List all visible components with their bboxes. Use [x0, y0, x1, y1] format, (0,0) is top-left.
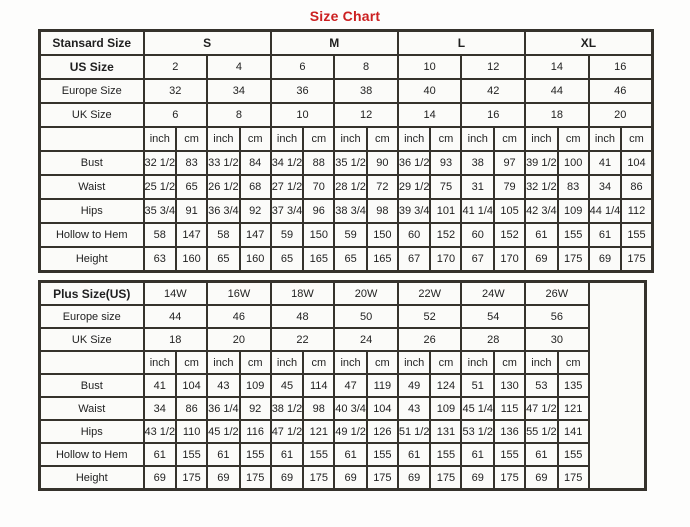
value-cell: 141 — [558, 420, 589, 443]
value-cell: 150 — [367, 223, 398, 247]
value-cell: 69 — [589, 247, 622, 272]
value-cell: 126 — [367, 420, 398, 443]
value-cell: 16 — [589, 55, 653, 79]
value-cell: 88 — [303, 151, 334, 175]
table-row — [40, 79, 653, 103]
value-cell: 69 — [461, 466, 494, 490]
value-cell: 26 1/2 — [207, 175, 240, 199]
value-cell: 91 — [176, 199, 207, 223]
table-row — [40, 151, 653, 175]
value-cell: 175 — [430, 466, 461, 490]
value-cell: inch — [398, 351, 431, 374]
value-cell: 160 — [240, 247, 271, 272]
row-label-cell: UK Size — [40, 328, 144, 351]
value-cell: 147 — [176, 223, 207, 247]
value-cell: 28 1/2 — [334, 175, 367, 199]
value-cell: 43 — [207, 374, 240, 397]
value-cell: 26W — [525, 282, 589, 306]
value-cell: cm — [430, 127, 461, 151]
value-cell: 105 — [494, 199, 525, 223]
value-cell: 37 3/4 — [271, 199, 304, 223]
value-cell: inch — [271, 127, 304, 151]
table-row — [40, 247, 653, 272]
value-cell: 131 — [430, 420, 461, 443]
value-cell: inch — [271, 351, 304, 374]
value-cell: 49 — [398, 374, 431, 397]
value-cell: 150 — [303, 223, 334, 247]
value-cell: 20 — [207, 328, 271, 351]
value-cell: 170 — [430, 247, 461, 272]
value-cell: 69 — [207, 466, 240, 490]
value-cell: 14W — [144, 282, 208, 306]
value-cell: 112 — [621, 199, 652, 223]
size-group-cell: XL — [525, 31, 652, 56]
value-cell: 155 — [430, 443, 461, 466]
value-cell: 93 — [430, 151, 461, 175]
value-cell: 32 — [144, 79, 208, 103]
value-cell: 61 — [525, 443, 558, 466]
value-cell: cm — [240, 351, 271, 374]
value-cell: 61 — [589, 223, 622, 247]
value-cell: 155 — [621, 223, 652, 247]
value-cell: 155 — [367, 443, 398, 466]
row-label-cell: Hips — [40, 199, 144, 223]
value-cell: 43 1/2 — [144, 420, 177, 443]
value-cell: 104 — [176, 374, 207, 397]
value-cell: 18 — [144, 328, 208, 351]
value-cell: 29 1/2 — [398, 175, 431, 199]
value-cell: 92 — [240, 199, 271, 223]
value-cell: 98 — [367, 199, 398, 223]
value-cell: 155 — [558, 443, 589, 466]
value-cell: 33 1/2 — [207, 151, 240, 175]
value-cell: 60 — [461, 223, 494, 247]
value-cell: 46 — [589, 79, 653, 103]
value-cell: 26 — [398, 328, 462, 351]
value-cell: 41 — [144, 374, 177, 397]
value-cell: 14 — [525, 55, 589, 79]
value-cell: 54 — [461, 305, 525, 328]
value-cell: cm — [494, 127, 525, 151]
value-cell: 39 3/4 — [398, 199, 431, 223]
value-cell: 104 — [621, 151, 652, 175]
plus-size-table — [38, 280, 647, 491]
value-cell: cm — [176, 127, 207, 151]
row-label-cell: Europe Size — [40, 79, 144, 103]
value-cell: 175 — [303, 466, 334, 490]
value-cell: 155 — [303, 443, 334, 466]
value-cell: 25 1/2 — [144, 175, 177, 199]
value-cell: inch — [334, 127, 367, 151]
value-cell: 116 — [240, 420, 271, 443]
row-label-cell — [40, 351, 144, 374]
row-label-cell: Hips — [40, 420, 144, 443]
value-cell: 130 — [494, 374, 525, 397]
value-cell: 109 — [430, 397, 461, 420]
value-cell: 27 1/2 — [271, 175, 304, 199]
value-cell: 69 — [398, 466, 431, 490]
table-row — [40, 466, 646, 490]
value-cell: 109 — [558, 199, 589, 223]
value-cell: 69 — [334, 466, 367, 490]
value-cell: 65 — [176, 175, 207, 199]
value-cell: 114 — [303, 374, 334, 397]
value-cell: 175 — [558, 466, 589, 490]
value-cell: 98 — [303, 397, 334, 420]
value-cell: 83 — [558, 175, 589, 199]
value-cell: cm — [303, 351, 334, 374]
value-cell: 46 — [207, 305, 271, 328]
value-cell: 43 — [398, 397, 431, 420]
value-cell: cm — [621, 127, 652, 151]
table-row — [40, 127, 653, 151]
value-cell: 47 — [334, 374, 367, 397]
row-label-cell: Hollow to Hem — [40, 443, 144, 466]
value-cell: 69 — [144, 466, 177, 490]
value-cell: 160 — [176, 247, 207, 272]
value-cell: 60 — [398, 223, 431, 247]
row-label-cell — [40, 127, 144, 151]
value-cell: 67 — [461, 247, 494, 272]
value-cell: 6 — [271, 55, 335, 79]
value-cell: 155 — [176, 443, 207, 466]
value-cell: 61 — [144, 443, 177, 466]
value-cell: cm — [176, 351, 207, 374]
value-cell: inch — [144, 127, 177, 151]
value-cell: 86 — [621, 175, 652, 199]
value-cell: 38 1/2 — [271, 397, 304, 420]
row-label-cell: Waist — [40, 175, 144, 199]
value-cell: 40 3/4 — [334, 397, 367, 420]
value-cell: inch — [398, 127, 431, 151]
table-row — [40, 420, 646, 443]
value-cell: 59 — [271, 223, 304, 247]
value-cell: inch — [334, 351, 367, 374]
value-cell: 51 — [461, 374, 494, 397]
value-cell: 16 — [461, 103, 525, 127]
value-cell: 49 1/2 — [334, 420, 367, 443]
value-cell: 24 — [334, 328, 398, 351]
value-cell: 68 — [240, 175, 271, 199]
value-cell: 175 — [558, 247, 589, 272]
value-cell: cm — [494, 351, 525, 374]
value-cell: 58 — [207, 223, 240, 247]
value-cell: 121 — [303, 420, 334, 443]
value-cell: 45 1/2 — [207, 420, 240, 443]
value-cell: 92 — [240, 397, 271, 420]
value-cell: 119 — [367, 374, 398, 397]
value-cell: 36 1/2 — [398, 151, 431, 175]
table-row — [40, 103, 653, 127]
value-cell: 175 — [494, 466, 525, 490]
row-label-cell: Waist — [40, 397, 144, 420]
value-cell: 147 — [240, 223, 271, 247]
value-cell: 175 — [176, 466, 207, 490]
value-cell: 6 — [144, 103, 208, 127]
value-cell: 53 — [525, 374, 558, 397]
value-cell: 61 — [525, 223, 558, 247]
value-cell: 86 — [176, 397, 207, 420]
table-row — [40, 305, 646, 328]
value-cell: 155 — [240, 443, 271, 466]
value-cell: 63 — [144, 247, 177, 272]
row-label-cell: Stansard Size — [40, 31, 144, 56]
value-cell: 32 1/2 — [525, 175, 558, 199]
value-cell: inch — [589, 127, 622, 151]
value-cell: 8 — [334, 55, 398, 79]
value-cell: cm — [430, 351, 461, 374]
value-cell: 30 — [525, 328, 589, 351]
table-row — [40, 223, 653, 247]
value-cell: 22 — [271, 328, 335, 351]
value-cell: cm — [558, 351, 589, 374]
value-cell: 2 — [144, 55, 208, 79]
value-cell: 34 — [207, 79, 271, 103]
value-cell: 90 — [367, 151, 398, 175]
value-cell: 175 — [621, 247, 652, 272]
value-cell: 40 — [398, 79, 462, 103]
value-cell: 35 1/2 — [334, 151, 367, 175]
value-cell: 52 — [398, 305, 462, 328]
value-cell: 31 — [461, 175, 494, 199]
value-cell: 36 3/4 — [207, 199, 240, 223]
value-cell: 136 — [494, 420, 525, 443]
row-label-cell: US Size — [40, 55, 144, 79]
value-cell: 45 1/4 — [461, 397, 494, 420]
value-cell: 152 — [494, 223, 525, 247]
value-cell: 115 — [494, 397, 525, 420]
value-cell: 152 — [430, 223, 461, 247]
value-cell: inch — [461, 127, 494, 151]
value-cell: 100 — [558, 151, 589, 175]
value-cell: 65 — [207, 247, 240, 272]
value-cell: 70 — [303, 175, 334, 199]
value-cell: 12 — [334, 103, 398, 127]
value-cell: 18 — [525, 103, 589, 127]
value-cell: 61 — [334, 443, 367, 466]
value-cell: 83 — [176, 151, 207, 175]
value-cell: inch — [144, 351, 177, 374]
value-cell: cm — [240, 127, 271, 151]
value-cell: cm — [558, 127, 589, 151]
table-row — [40, 175, 653, 199]
value-cell: cm — [367, 351, 398, 374]
value-cell: 61 — [398, 443, 431, 466]
value-cell: 61 — [271, 443, 304, 466]
value-cell: 20 — [589, 103, 653, 127]
row-label-cell: Height — [40, 466, 144, 490]
value-cell: 18W — [271, 282, 335, 306]
table-row — [40, 374, 646, 397]
value-cell: inch — [525, 351, 558, 374]
table-row — [40, 328, 646, 351]
value-cell: 69 — [271, 466, 304, 490]
value-cell: 48 — [271, 305, 335, 328]
value-cell: 22W — [398, 282, 462, 306]
value-cell: 65 — [334, 247, 367, 272]
row-label-cell: Plus Size(US) — [40, 282, 144, 306]
value-cell: 38 — [461, 151, 494, 175]
value-cell: 96 — [303, 199, 334, 223]
value-cell: 55 1/2 — [525, 420, 558, 443]
value-cell: 58 — [144, 223, 177, 247]
row-label-cell: Hollow to Hem — [40, 223, 144, 247]
value-cell: 124 — [430, 374, 461, 397]
value-cell: 34 1/2 — [271, 151, 304, 175]
value-cell: 67 — [398, 247, 431, 272]
value-cell: 97 — [494, 151, 525, 175]
value-cell: 109 — [240, 374, 271, 397]
value-cell: 35 3/4 — [144, 199, 177, 223]
value-cell: 72 — [367, 175, 398, 199]
value-cell: 12 — [461, 55, 525, 79]
value-cell: 8 — [207, 103, 271, 127]
size-group-cell: S — [144, 31, 271, 56]
value-cell: 104 — [367, 397, 398, 420]
value-cell: 51 1/2 — [398, 420, 431, 443]
table-row — [40, 397, 646, 420]
value-cell: inch — [207, 351, 240, 374]
value-cell: 44 — [525, 79, 589, 103]
value-cell: 45 — [271, 374, 304, 397]
value-cell: inch — [207, 127, 240, 151]
value-cell: 47 1/2 — [525, 397, 558, 420]
table-row — [40, 351, 646, 374]
standard-size-table — [38, 29, 654, 273]
value-cell: 42 — [461, 79, 525, 103]
value-cell: 79 — [494, 175, 525, 199]
value-cell: 4 — [207, 55, 271, 79]
table-row — [40, 443, 646, 466]
value-cell: 36 1/4 — [207, 397, 240, 420]
table-row — [40, 282, 646, 306]
value-cell: cm — [303, 127, 334, 151]
value-cell: 165 — [367, 247, 398, 272]
size-group-cell: M — [271, 31, 398, 56]
row-label-cell: UK Size — [40, 103, 144, 127]
value-cell: 14 — [398, 103, 462, 127]
value-cell: 38 — [334, 79, 398, 103]
table-row — [40, 55, 653, 79]
value-cell: 34 — [144, 397, 177, 420]
size-group-cell: L — [398, 31, 525, 56]
value-cell: 16W — [207, 282, 271, 306]
value-cell: 10 — [271, 103, 335, 127]
value-cell: 28 — [461, 328, 525, 351]
value-cell: 36 — [271, 79, 335, 103]
value-cell: 69 — [525, 466, 558, 490]
value-cell: 61 — [207, 443, 240, 466]
value-cell: 56 — [525, 305, 589, 328]
value-cell: 121 — [558, 397, 589, 420]
value-cell: 32 1/2 — [144, 151, 177, 175]
value-cell: 110 — [176, 420, 207, 443]
value-cell: 10 — [398, 55, 462, 79]
row-label-cell: Europe size — [40, 305, 144, 328]
value-cell: 75 — [430, 175, 461, 199]
value-cell: 34 — [589, 175, 622, 199]
page-title: Size Chart — [309, 8, 381, 24]
row-label-cell: Bust — [40, 374, 144, 397]
value-cell: 155 — [494, 443, 525, 466]
value-cell: 101 — [430, 199, 461, 223]
table-row — [40, 31, 653, 56]
value-cell: 50 — [334, 305, 398, 328]
spacer-cell — [589, 282, 646, 490]
value-cell: 170 — [494, 247, 525, 272]
value-cell: 44 — [144, 305, 208, 328]
value-cell: 84 — [240, 151, 271, 175]
value-cell: inch — [525, 127, 558, 151]
value-cell: 61 — [461, 443, 494, 466]
value-cell: 41 — [589, 151, 622, 175]
row-label-cell: Height — [40, 247, 144, 272]
value-cell: 38 3/4 — [334, 199, 367, 223]
value-cell: cm — [367, 127, 398, 151]
value-cell: 69 — [525, 247, 558, 272]
value-cell: inch — [461, 351, 494, 374]
value-cell: 53 1/2 — [461, 420, 494, 443]
value-cell: 59 — [334, 223, 367, 247]
value-cell: 24W — [461, 282, 525, 306]
value-cell: 165 — [303, 247, 334, 272]
value-cell: 155 — [558, 223, 589, 247]
value-cell: 175 — [367, 466, 398, 490]
value-cell: 47 1/2 — [271, 420, 304, 443]
value-cell: 44 1/4 — [589, 199, 622, 223]
value-cell: 39 1/2 — [525, 151, 558, 175]
value-cell: 20W — [334, 282, 398, 306]
row-label-cell: Bust — [40, 151, 144, 175]
value-cell: 65 — [271, 247, 304, 272]
value-cell: 42 3/4 — [525, 199, 558, 223]
value-cell: 135 — [558, 374, 589, 397]
value-cell: 41 1/4 — [461, 199, 494, 223]
value-cell: 175 — [240, 466, 271, 490]
table-row — [40, 199, 653, 223]
